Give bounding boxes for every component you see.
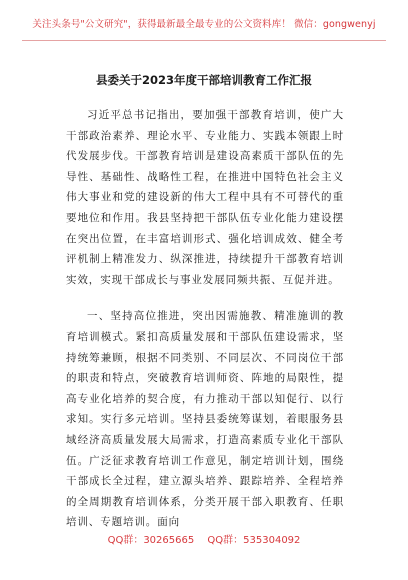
- paragraph-section-one: 一、坚持高位推进，突出因需施教、精准施训的教育培训模式。紧扣高质量发展和干部队伍建设需求，坚持统筹兼顾，根据不同类别、不同层次、不同岗位干部的职责和特点，突破教育培训师资、阵地的局限性，提高专业化培养的契合度，有力推动干部以知促行、以行求知。实行多元培训。坚持县委统筹谋划，着眼服务县域经济高质量发展大局需求，打造高素质专业化干部队伍。广泛征求教育培训工作意见，制定培训计划，围绕干部成长全过程，建立源头培养、跟踪培养、全程培养的全周期教育培训体系，分类开展干部入职教育、任职培训、专题培训。面向: [66, 310, 344, 529]
- document-title: 县委关于2023年度干部培训教育工作汇报: [95, 73, 312, 87]
- qq-group-1: QQ群：30265665: [107, 535, 195, 546]
- header-divider: [22, 40, 386, 41]
- paragraph-intro: 习近平总书记指出，要加强干部教育培训，使广大干部政治素养、理论水平、专业能力、实践本领跟上时代发展步伐。干部教育培训是建设高素质干部队伍的先导性、基础性、战略性工程，在推进中国特色社会主义伟大事业和党的建设新的伟大工程中具有不可替代的重要地位和作用。我县坚持把干部队伍专业化能力建设摆在突出位置，在丰富培训形式、强化培训成效、健全考评机制上精准发力、纵深推进，持续提升干部教育培训实效，实现干部成长与事业发展同频共振、互促并进。: [66, 109, 344, 286]
- document-body: [66, 105, 344, 533]
- page-header: 关注头条号"公文研究"，获得最新最全最专业的公文资料库！ 微信：gongwenyj: [32, 19, 376, 30]
- page-footer: [0, 531, 408, 546]
- qq-group-2: QQ群：535304092: [207, 535, 301, 546]
